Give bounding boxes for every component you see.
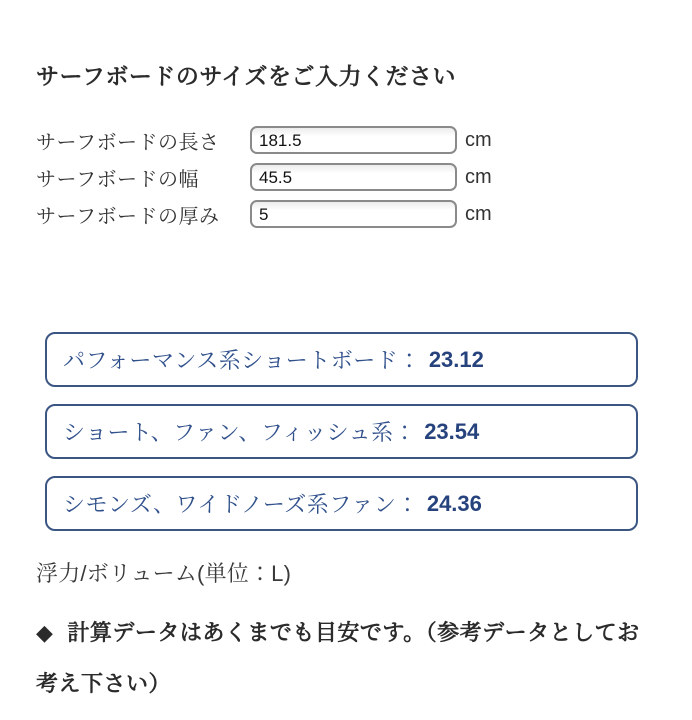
thickness-unit-label: cm <box>465 202 492 225</box>
width-input[interactable] <box>250 163 457 191</box>
page-title: サーフボードのサイズをご入力ください <box>36 63 457 89</box>
width-unit-label: cm <box>465 165 492 188</box>
diamond-bullet-icon: ◆ <box>36 620 54 645</box>
length-field-row <box>36 126 656 154</box>
result-value: 24.36 <box>426 490 482 516</box>
result-short-fun-fish <box>45 404 638 459</box>
result-performance-shortboard <box>45 332 638 387</box>
result-simmons-widenose-fun <box>45 476 638 531</box>
thickness-field-row <box>36 200 656 228</box>
result-value: 23.12 <box>428 346 484 372</box>
disclaimer-text: 計算データはあくまでも目安です。（参考データとしてお考え下さい） <box>36 620 640 696</box>
thickness-input[interactable] <box>250 200 457 228</box>
volume-unit-note: 浮力/ボリューム(単位：L) <box>36 561 292 586</box>
length-field-label: サーフボードの長さ <box>36 131 220 154</box>
result-label: ショート、ファン、フィッシュ系： <box>63 420 417 445</box>
thickness-field-label: サーフボードの厚み <box>36 205 220 228</box>
disclaimer-note <box>36 608 656 709</box>
size-input-form <box>36 126 656 228</box>
volume-results <box>36 332 656 531</box>
width-field-row <box>36 163 656 191</box>
result-value: 23.54 <box>424 418 480 444</box>
result-label: パフォーマンス系ショートボード： <box>63 348 421 373</box>
result-label: シモンズ、ワイドノーズ系ファン： <box>63 492 419 517</box>
length-unit-label: cm <box>465 128 492 151</box>
width-field-label: サーフボードの幅 <box>36 168 199 191</box>
length-input[interactable] <box>250 126 457 154</box>
